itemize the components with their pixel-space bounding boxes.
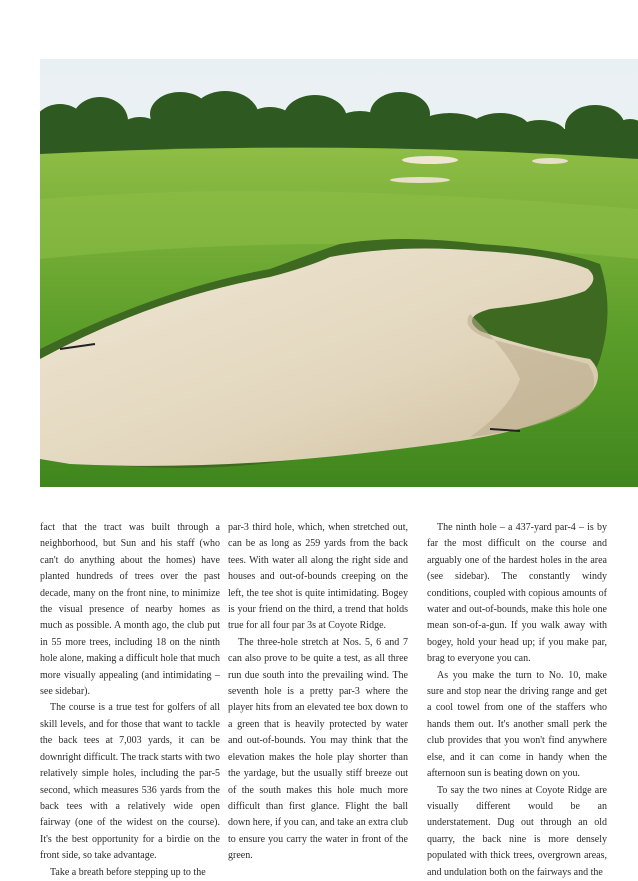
paragraph: Take a breath before stepping up to the — [50, 866, 206, 878]
text-column-2 — [228, 520, 408, 865]
paragraph: The course is a true test for golfers of all skill levels, and for those that want to tackle the back tees at 7,003 yards, it can be downright difficult. The track starts with two relatively simple holes, including the par-5 second, which measures 536 yards from the back tees with a relatively wide open fairway (one of the widest on the course). It's the best opportunity for a birdie on the front side, so take advantage. — [40, 702, 220, 862]
article-text — [40, 520, 638, 878]
golf-course-photo — [40, 59, 638, 487]
paragraph: As you make the turn to No. 10, make sure and stop near the driving range and get a cool towel from one of the staffers who hands them out. It's another small perk the club provides that you won't find anywhere else, and it can come in handy when the afternoon sun is beating down on you. — [427, 669, 607, 780]
text-column-3 — [427, 520, 607, 881]
paragraph: par-3 third hole, which, when stretched out, can be as long as 259 yards from the back tees. With water all along the right side and houses and out-of-bounds creeping on the left, the tee shot is quite intimidating. Bogey is your friend on the third, a trend that holds true for all four par 3s at Coyote Ridge. — [228, 522, 408, 632]
paragraph: To say the two nines at Coyote Ridge are visually different would be an understatement. Dug out through an old quarry, the back nine is more densely populated with thick trees, overgrown areas, and undulation both on the fairways and the — [427, 784, 607, 878]
paragraph: The ninth hole – a 437-yard par-4 – is by far the most difficult on the course and arguably one of the hardest holes in the area (see sidebar). The constantly windy conditions, coupled with copious amounts of water and out-of-bounds, make this hole one mean son-of-a-gun. If you walk away with bogey, hold your head up; if you make par, brag to everyone you can. — [427, 522, 607, 665]
paragraph: The three-hole stretch at Nos. 5, 6 and 7 can also prove to be quite a test, as all three run due south into the prevailing wind. The seventh hole is a pretty par-3 where the player hits from an elevated tee box down to a green that is heavily protected by water and out-of-bounds. You may think that the elevation makes the hole play shorter than the yardage, but the usually stiff breeze out of the south makes this hole much more difficult than first glance. Flight the ball down here, if you can, and take an extra club to ensure you carry the water in front of the green. — [228, 636, 408, 862]
text-column-1 — [40, 520, 220, 881]
paragraph: fact that the tract was built through a neighborhood, but Sun and his staff (who can't do anything about the homes) have planted hundreds of trees over the past decade, many on the front nine, to minimize the visual presence of nearby homes as much as possible. A month ago, the club put in 55 more trees, including 18 on the ninth hole alone, making a difficult hole that much more visually appealing (and intimidating – see sidebar). — [40, 522, 220, 698]
